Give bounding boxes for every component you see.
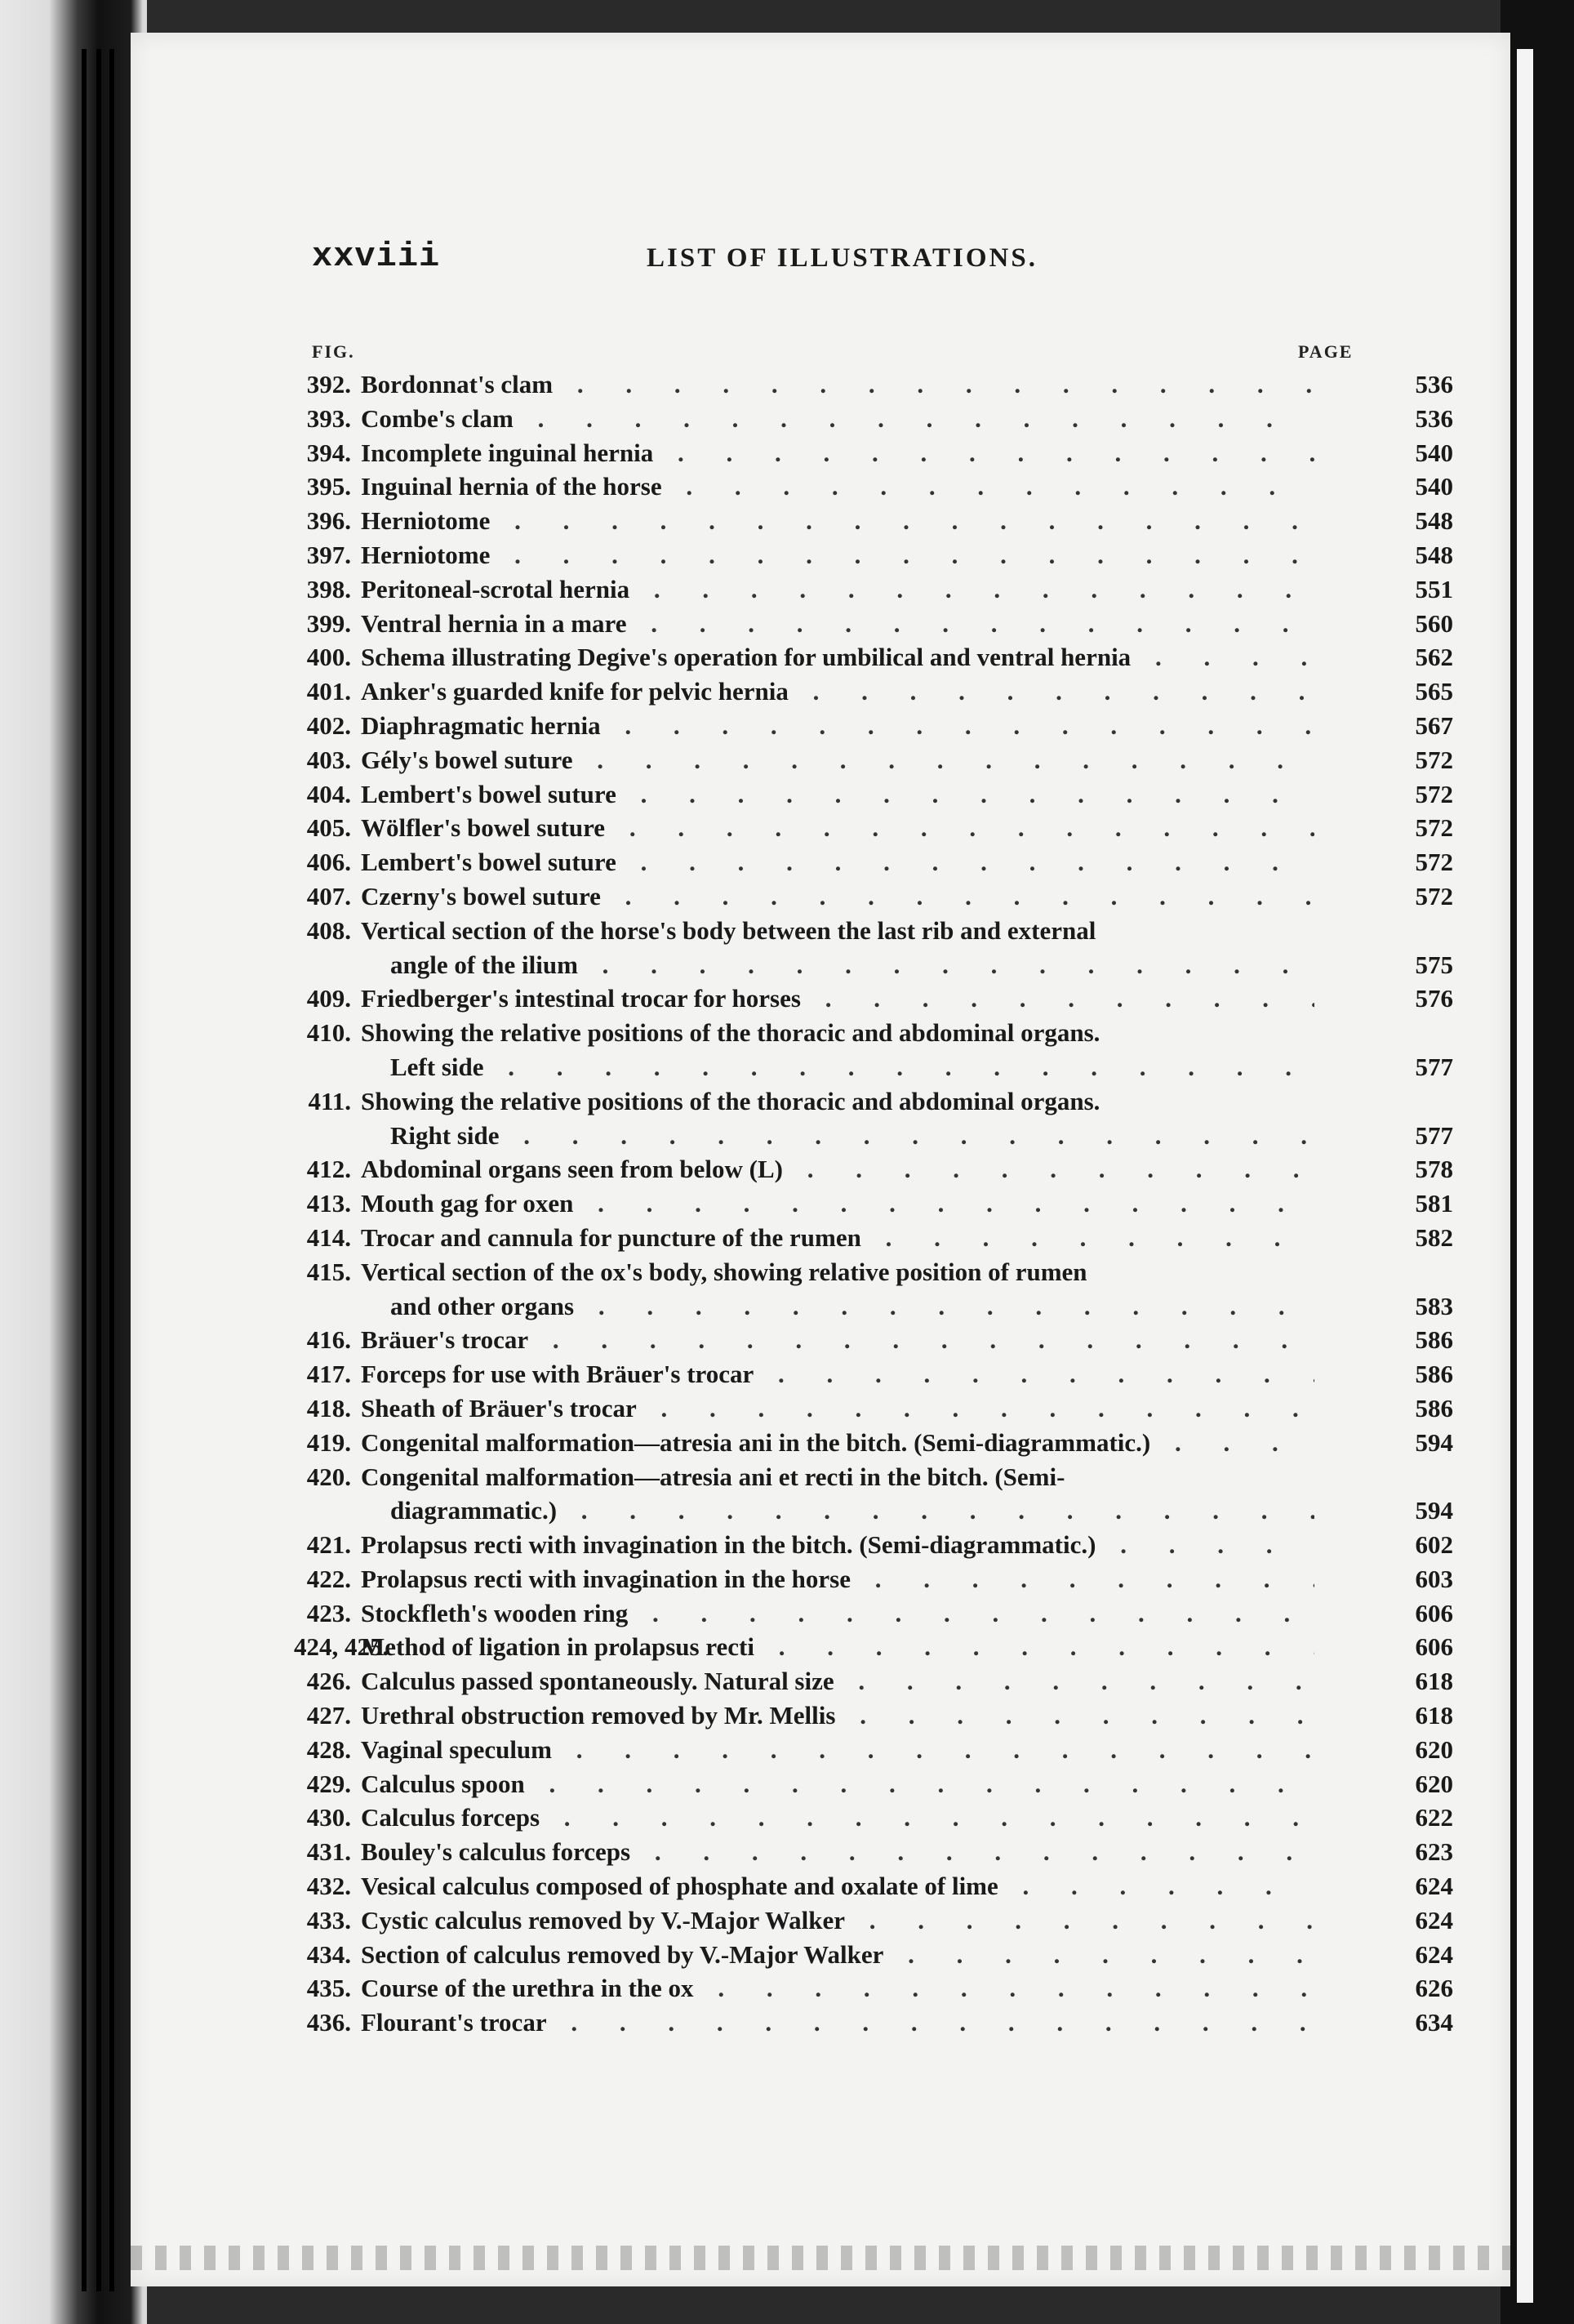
list-item: [294, 1733, 1453, 1767]
list-item: [294, 2006, 1453, 2040]
illustration-title: Prolapsus recti with invagination in the horse . .: [361, 1562, 1314, 1596]
list-item: [294, 1426, 1453, 1460]
book-binding: [0, 0, 147, 2324]
illustration-title: Schema illustrating Degive's operation for umbilical and ventral hernia . .: [361, 640, 1314, 674]
page-folio: xxviii: [312, 237, 441, 276]
list-item: [294, 1289, 1453, 1324]
page-number: 618: [1415, 1701, 1453, 1730]
list-item: [294, 436, 1453, 470]
page-number: 594: [1415, 1496, 1453, 1525]
page-number: 603: [1415, 1564, 1453, 1593]
book-page: [131, 33, 1510, 2286]
illustration-title: Herniotome . .: [361, 538, 1314, 572]
fig-number: 429.: [306, 1769, 351, 1798]
page-number: 606: [1415, 1632, 1453, 1662]
illustration-title: Anker's guarded knife for pelvic hernia . .: [361, 674, 1314, 709]
list-item: [294, 1938, 1453, 1972]
illustration-title: Urethral obstruction removed by Mr. Mellis . .: [361, 1698, 1314, 1733]
illustration-title: Forceps for use with Bräuer's trocar . .: [361, 1357, 1314, 1391]
illustration-title: Congenital malformation—atresia ani in the bitch. (Semi-diagrammatic.) . .: [361, 1426, 1314, 1460]
list-item: [294, 1221, 1453, 1255]
page-number: 572: [1415, 813, 1453, 843]
page-number: 540: [1415, 472, 1453, 501]
illustration-title: angle of the ilium . .: [390, 948, 1314, 982]
page-number: 620: [1415, 1769, 1453, 1798]
list-item: [294, 1084, 1453, 1119]
binding-stripe: [109, 49, 114, 2291]
list-item: [294, 879, 1453, 914]
binding-stripe: [96, 49, 101, 2291]
fig-number: 422.: [306, 1564, 351, 1593]
page-number: 572: [1415, 881, 1453, 910]
page-number: 548: [1415, 540, 1453, 569]
page-header: [312, 237, 1274, 286]
page-number: 606: [1415, 1598, 1453, 1627]
fig-number: 434.: [306, 1939, 351, 1969]
list-item: [294, 640, 1453, 674]
fig-number: 403.: [306, 745, 351, 774]
page-number: 602: [1415, 1530, 1453, 1560]
page-number: 572: [1415, 848, 1453, 877]
page-number: 586: [1415, 1360, 1453, 1389]
page-column-heading: PAGE: [1298, 341, 1354, 362]
fig-number: 430.: [306, 1803, 351, 1832]
illustration-title: Lembert's bowel suture . .: [361, 777, 1314, 812]
illustration-title: Inguinal hernia of the horse . .: [361, 470, 1314, 504]
page-number: 582: [1415, 1222, 1453, 1252]
illustration-title: Showing the relative positions of the thoracic and abdominal organs.: [361, 1018, 1100, 1048]
illustration-title: and other organs . .: [390, 1289, 1314, 1324]
list-item: [294, 1767, 1453, 1801]
page-number: 624: [1415, 1872, 1453, 1901]
illustration-title: Abdominal organs seen from below (L) . .: [361, 1152, 1314, 1186]
illustration-title: Herniotome . .: [361, 504, 1314, 538]
page-number: 575: [1415, 950, 1453, 979]
page-number: 577: [1415, 1120, 1453, 1150]
fig-number: 413.: [306, 1189, 351, 1218]
list-item: [294, 1186, 1453, 1221]
list-item: [294, 1869, 1453, 1903]
illustration-title: Vaginal speculum . .: [361, 1733, 1314, 1767]
fig-number: 393.: [306, 403, 351, 433]
list-item: [294, 1562, 1453, 1596]
page-number: 565: [1415, 677, 1453, 706]
fig-number: 423.: [306, 1598, 351, 1627]
fig-number: 404.: [306, 779, 351, 808]
running-title: LIST OF ILLUSTRATIONS.: [647, 243, 1038, 273]
illustration-title: Diaphragmatic hernia . .: [361, 709, 1314, 743]
page-number: 536: [1415, 370, 1453, 398]
list-item: [294, 1494, 1453, 1528]
page-number: 583: [1415, 1291, 1453, 1320]
illustration-title: Bräuer's trocar . .: [361, 1323, 1314, 1357]
list-item: [294, 572, 1453, 607]
page-number: 560: [1415, 608, 1453, 638]
fig-number: 394.: [306, 438, 351, 467]
fig-number: 414.: [306, 1222, 351, 1252]
fig-number: 417.: [306, 1360, 351, 1389]
illustration-title: Flourant's trocar . .: [361, 2006, 1314, 2040]
list-item: [294, 1391, 1453, 1426]
fig-number: 392.: [306, 370, 351, 398]
page-number: 586: [1415, 1393, 1453, 1422]
page-number: 622: [1415, 1803, 1453, 1832]
list-item: [294, 1460, 1453, 1494]
illustration-title: Section of calculus removed by V.-Major Walker . .: [361, 1938, 1314, 1972]
fig-number: 407.: [306, 881, 351, 910]
list-item: [294, 743, 1453, 777]
page-number: 576: [1415, 984, 1453, 1013]
fig-number: 432.: [306, 1872, 351, 1901]
illustration-title: Bouley's calculus forceps . .: [361, 1835, 1314, 1869]
list-item: [294, 1596, 1453, 1631]
list-item: [294, 1016, 1453, 1050]
list-item: [294, 504, 1453, 538]
page-number: 620: [1415, 1734, 1453, 1764]
page-edge-shadow: [1501, 0, 1574, 2324]
fig-number: 426.: [306, 1667, 351, 1696]
fig-number: 418.: [306, 1393, 351, 1422]
illustration-title: Friedberger's intestinal trocar for horses . .: [361, 982, 1314, 1016]
fig-number: 416.: [306, 1325, 351, 1355]
list-item: [294, 1255, 1453, 1289]
page-number: 624: [1415, 1939, 1453, 1969]
fig-number: 420.: [306, 1462, 351, 1491]
list-item: [294, 607, 1453, 641]
page-number: 581: [1415, 1189, 1453, 1218]
illustration-title: Bordonnat's clam . .: [361, 367, 1314, 402]
fig-number: 411.: [308, 1086, 351, 1115]
list-item: [294, 982, 1453, 1016]
page-number: 572: [1415, 745, 1453, 774]
fig-number: 415.: [306, 1257, 351, 1286]
fig-number: 427.: [306, 1701, 351, 1730]
illustration-title: Course of the urethra in the ox . .: [361, 1971, 1314, 2006]
page-number: 626: [1415, 1974, 1453, 2003]
illustration-title: Mouth gag for oxen . .: [361, 1186, 1314, 1221]
fig-column-heading: FIG.: [312, 341, 355, 362]
list-item: [294, 470, 1453, 504]
illustration-title: Stockfleth's wooden ring . .: [361, 1596, 1314, 1631]
page-number: 623: [1415, 1837, 1453, 1867]
list-item: [294, 1050, 1453, 1084]
fig-number: 398.: [306, 574, 351, 603]
illustration-title: Trocar and cannula for puncture of the rumen . .: [361, 1221, 1314, 1255]
fig-number: 401.: [306, 677, 351, 706]
list-item: [294, 1664, 1453, 1698]
illustration-title: Peritoneal-scrotal hernia . .: [361, 572, 1314, 607]
list-item: [294, 811, 1453, 845]
illustration-title: Cystic calculus removed by V.-Major Walker . .: [361, 1903, 1314, 1938]
fig-number: 421.: [306, 1530, 351, 1560]
illustration-title: Czerny's bowel suture . .: [361, 879, 1314, 914]
list-item: [294, 1801, 1453, 1835]
fig-number: 409.: [306, 984, 351, 1013]
list-item: [294, 948, 1453, 982]
page-number: 551: [1415, 574, 1453, 603]
page-number: 536: [1415, 403, 1453, 433]
list-item: [294, 1528, 1453, 1562]
list-item: [294, 1835, 1453, 1869]
fig-number: 436.: [306, 2008, 351, 2037]
illustrations-list: [294, 367, 1453, 2040]
binding-stripe: [82, 49, 87, 2291]
list-item: [294, 1971, 1453, 2006]
fig-number: 405.: [306, 813, 351, 843]
scan-noise: [131, 2246, 1510, 2270]
illustration-title: Method of ligation in prolapsus recti . .: [361, 1630, 1314, 1664]
illustration-title: Left side . .: [390, 1050, 1314, 1084]
fig-number: 402.: [306, 710, 351, 740]
list-item: [294, 1698, 1453, 1733]
page-number: 548: [1415, 506, 1453, 536]
fig-number: 408.: [306, 915, 351, 945]
page-number: 572: [1415, 779, 1453, 808]
page-number: 624: [1415, 1905, 1453, 1934]
fig-number: 400.: [306, 643, 351, 672]
list-item: [294, 845, 1453, 879]
list-item: [294, 538, 1453, 572]
fig-number: 396.: [306, 506, 351, 536]
page-number: 577: [1415, 1052, 1453, 1081]
illustration-title: Wölfler's bowel suture . .: [361, 811, 1314, 845]
list-item: [294, 402, 1453, 436]
illustration-title: diagrammatic.) . .: [390, 1494, 1314, 1528]
fig-number: 410.: [306, 1018, 351, 1048]
illustration-title: Combe's clam . .: [361, 402, 1314, 436]
list-item: [294, 914, 1453, 948]
fig-number: 435.: [306, 1974, 351, 2003]
fig-number: 424, 425.: [294, 1632, 389, 1662]
list-item: [294, 1119, 1453, 1153]
illustration-title: Sheath of Bräuer's trocar . .: [361, 1391, 1314, 1426]
page-number: 567: [1415, 710, 1453, 740]
illustration-title: Incomplete inguinal hernia . .: [361, 436, 1314, 470]
fig-number: 433.: [306, 1905, 351, 1934]
illustration-title: Gély's bowel suture . .: [361, 743, 1314, 777]
fig-number: 406.: [306, 848, 351, 877]
fig-number: 399.: [306, 608, 351, 638]
illustration-title: Right side . .: [390, 1119, 1314, 1153]
illustration-title: Showing the relative positions of the thoracic and abdominal organs.: [361, 1086, 1100, 1115]
illustration-title: Vertical section of the horse's body between the last rib and external: [361, 915, 1096, 945]
page-number: 578: [1415, 1155, 1453, 1184]
illustration-title: Congenital malformation—atresia ani et recti in the bitch. (Semi-: [361, 1462, 1065, 1491]
fig-number: 395.: [306, 472, 351, 501]
illustration-title: Lembert's bowel suture . .: [361, 845, 1314, 879]
list-item: [294, 1630, 1453, 1664]
illustration-title: Vesical calculus composed of phosphate and oxalate of lime . .: [361, 1869, 1314, 1903]
list-item: [294, 367, 1453, 402]
page-number: 594: [1415, 1427, 1453, 1457]
list-item: [294, 709, 1453, 743]
fig-number: 419.: [306, 1427, 351, 1457]
page-number: 540: [1415, 438, 1453, 467]
list-item: [294, 777, 1453, 812]
fig-number: 412.: [306, 1155, 351, 1184]
list-item: [294, 674, 1453, 709]
illustration-title: Calculus spoon . .: [361, 1767, 1314, 1801]
illustration-title: Calculus passed spontaneously. Natural size . .: [361, 1664, 1314, 1698]
list-item: [294, 1903, 1453, 1938]
page-edge-band: [1517, 49, 1533, 2303]
page-number: 586: [1415, 1325, 1453, 1355]
illustration-title: Vertical section of the ox's body, showing relative position of rumen: [361, 1257, 1087, 1286]
fig-number: 431.: [306, 1837, 351, 1867]
list-item: [294, 1323, 1453, 1357]
illustration-title: Prolapsus recti with invagination in the bitch. (Semi-diagrammatic.) . .: [361, 1528, 1314, 1562]
page-number: 634: [1415, 2008, 1453, 2037]
illustration-title: Ventral hernia in a mare . .: [361, 607, 1314, 641]
fig-number: 397.: [306, 540, 351, 569]
fig-number: 428.: [306, 1734, 351, 1764]
page-number: 562: [1415, 643, 1453, 672]
list-item: [294, 1357, 1453, 1391]
page-number: 618: [1415, 1667, 1453, 1696]
list-item: [294, 1152, 1453, 1186]
illustration-title: Calculus forceps . .: [361, 1801, 1314, 1835]
